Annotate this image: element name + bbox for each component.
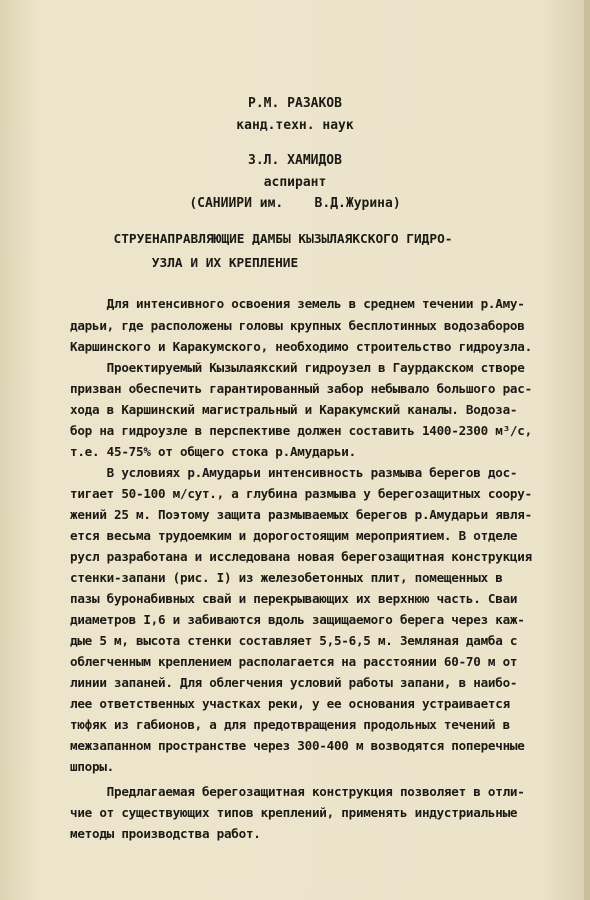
author2-name: З.Л. ХАМИДОВ [248, 153, 342, 168]
body-line: В условиях р.Амударьи интенсивность размыва берегов дос- [70, 465, 518, 480]
body-line: призван обеспечить гарантированный забор небывало большого рас- [70, 381, 532, 396]
body-line: методы производства работ. [70, 826, 261, 841]
page-edge [584, 0, 590, 900]
body-line: Каршинского и Каракумского, необходимо строительство гидроузла. [70, 339, 532, 354]
title-line-1: СТРУЕНАПРАВЛЯЮЩИЕ ДАМБЫ КЫЗЫЛАЯКСКОГО ГИДРО- [113, 232, 453, 247]
author1-degree: канд.техн. наук [236, 118, 354, 133]
body-line: Предлагаемая берегозащитная конструкция позволяет в отли- [70, 784, 525, 799]
body-line: жений 25 м. Поэтому защита размываемых берегов р.Амударьи явля- [70, 507, 532, 522]
body-line: ется весьма трудоемким и дорогостоящим мероприятием. В отделе [70, 528, 518, 543]
body-line: линии запаней. Для облегчения условий работы запани, в наибо- [70, 675, 518, 690]
body-line: пазы буронабивных свай и перекрывающих их верхнюю часть. Сваи [70, 591, 518, 606]
body-line: бор на гидроузле в перспективе должен составить 1400-2300 м³/с, [70, 423, 532, 438]
body-line: Проектируемый Кызылаякский гидроузел в Гаурдакском створе [70, 360, 525, 375]
body-line: облегченным креплением располагается на расстоянии 60-70 м от [70, 654, 518, 669]
body-line: дые 5 м, высота стенки составляет 5,5-6,5 м. Земляная дамба с [70, 633, 518, 648]
affiliation: (САНИИРИ им. В.Д.Журина) [189, 196, 401, 211]
body-line: диаметров I,6 и забиваются вдоль защищаемого берега через каж- [70, 612, 525, 627]
author2-position: аспирант [263, 175, 327, 190]
body-line: стенки-запани (рис. I) из железобетонных плит, помещенных в [70, 570, 503, 585]
body-line: тигает 50-100 м/сут., а глубина размыва у берегозащитных соору- [70, 486, 532, 501]
body-line: межзапанном пространстве через 300-400 м возводятся поперечные [70, 738, 525, 753]
body-line: т.е. 45-75% от общего стока р.Амударьи. [70, 444, 356, 459]
body-line: русл разработана и исследована новая берегозащитная конструкция [70, 549, 532, 564]
body-line: чие от существующих типов креплений, применять индустриальные [70, 805, 518, 820]
title-line-2: УЗЛА И ИХ КРЕПЛЕНИЕ [151, 256, 299, 271]
body-line: шпоры. [70, 759, 114, 774]
body-line: дарьи, где расположены головы крупных бесплотинных водозаборов [70, 318, 525, 333]
body-line: Для интенсивного освоения земель в среднем течении р.Аму- [70, 296, 525, 311]
author1-name: Р.М. РАЗАКОВ [248, 96, 342, 111]
body-line: лее ответственных участках реки, у ее основания устраивается [70, 696, 510, 711]
body-line: тюфяк из габионов, а для предотвращения продольных течений в [70, 717, 510, 732]
body-line: хода в Каршинский магистральный и Каракумский каналы. Водоза- [70, 402, 518, 417]
